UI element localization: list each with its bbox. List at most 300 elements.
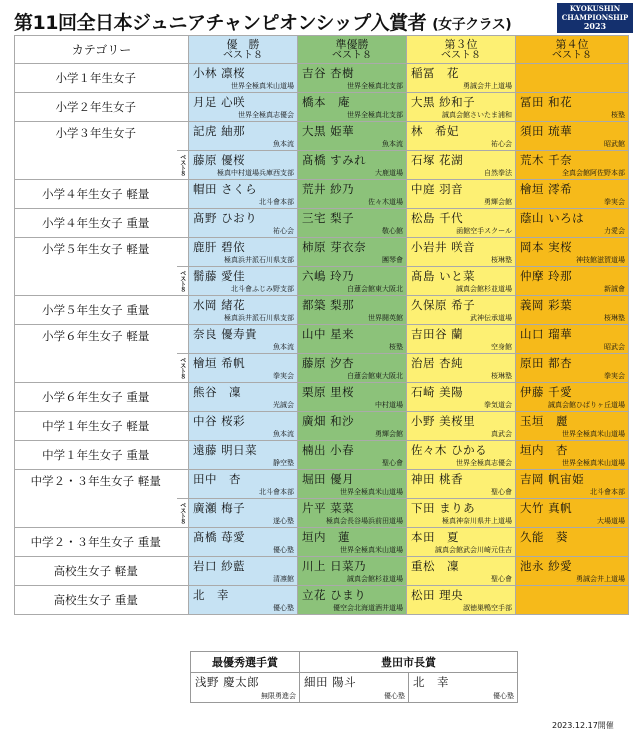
dojo-name: 中村道場 [375, 401, 403, 409]
dojo-name: 世界全極真北支部 [347, 82, 403, 90]
dojo-name: 北斗會本部 [259, 198, 294, 206]
cell-third-place [407, 586, 516, 615]
cell-champion [189, 383, 298, 412]
dojo-name: 拳実会 [604, 198, 625, 206]
header-row [15, 36, 629, 64]
athlete-name: 石崎 美陽 [411, 385, 464, 399]
dojo-name: 極真浜井派石川県支部 [224, 256, 294, 264]
header-fourth-place-label: 第４位 [555, 37, 589, 51]
category-label: 中学１年生女子 重量 [15, 441, 177, 470]
cell-fourth-place [516, 499, 629, 528]
category-label: 中学１年生女子 軽量 [15, 412, 177, 441]
header-runner-up-label: 準優勝 [335, 37, 369, 51]
side-spacer [177, 296, 189, 325]
cell-champion [189, 412, 298, 441]
dojo-name: 無限勇進会 [261, 692, 296, 700]
athlete-name: 小野 美桜里 [411, 414, 476, 428]
athlete-name: 北 幸 [193, 588, 229, 602]
category-label: 小学４年生女子 軽量 [15, 180, 177, 209]
cell-fourth-place [516, 412, 629, 441]
dojo-name: 拳気道会 [484, 401, 512, 409]
dojo-name: 魚本流 [273, 343, 294, 351]
dojo-name: 拳実会 [604, 372, 625, 380]
header-runner-up-best8: ベスト８ [332, 49, 372, 61]
dojo-name: 白蓮会館東大阪北 [347, 372, 403, 380]
cell-runner-up [298, 151, 407, 180]
result-row [15, 412, 629, 441]
athlete-name: 大黒 姫華 [302, 124, 355, 138]
athlete-name: 吉田谷 蘭 [411, 327, 464, 341]
athlete-name: 大竹 真帆 [520, 501, 573, 515]
athlete-name: 大黒 紗和子 [411, 95, 476, 109]
dojo-name: 北斗會本部 [590, 488, 625, 496]
result-row [15, 238, 629, 267]
header-champion-label: 優 勝 [226, 37, 260, 51]
athlete-name: 藤原 汐杏 [302, 356, 355, 370]
dojo-name: 全真会館阿佐野本部 [562, 169, 625, 177]
cell-fourth-place [516, 64, 629, 93]
cell-fourth-place [516, 441, 629, 470]
athlete-name: 月足 心咲 [193, 95, 246, 109]
result-row [15, 383, 629, 412]
logo-line1: KYOKUSHIN [569, 4, 621, 13]
side-spacer [177, 528, 189, 557]
cell-fourth-place [516, 93, 629, 122]
cell-third-place [407, 441, 516, 470]
result-row [15, 296, 629, 325]
athlete-name: 原田 都杏 [520, 356, 573, 370]
results-table [14, 35, 629, 615]
dojo-name: 祐心会 [491, 140, 512, 148]
dojo-name: 大鹿道場 [375, 169, 403, 177]
athlete-name: 久能 葵 [520, 530, 568, 544]
dojo-name: 誠真会館杉並道場 [347, 575, 403, 583]
cell-champion [189, 354, 298, 383]
athlete-name: 檜垣 澪希 [520, 182, 573, 196]
cell-champion [189, 296, 298, 325]
dojo-name: 魚本流 [382, 140, 403, 148]
best8-tag [177, 267, 189, 296]
dojo-name: 空身館 [491, 343, 512, 351]
dojo-name: 函館空手スクール [456, 227, 512, 235]
cell-third-place [407, 412, 516, 441]
header-third-place-best8: ベスト８ [441, 49, 481, 61]
category-label: 高校生女子 重量 [15, 586, 177, 615]
cell-runner-up [298, 383, 407, 412]
cell-runner-up [298, 267, 407, 296]
athlete-name: 久保原 希子 [411, 298, 476, 312]
athlete-name: 佐々木 ひかる [411, 443, 488, 457]
athlete-name: 義岡 彩葉 [520, 298, 573, 312]
athlete-name: 細田 陽斗 [304, 675, 357, 689]
category-label: 高校生女子 軽量 [15, 557, 177, 586]
dojo-name: 世界全極真志優会 [238, 111, 294, 119]
dojo-name: 誠真会館ひばりヶ丘道場 [548, 401, 625, 409]
side-spacer [177, 412, 189, 441]
athlete-name: 冨田 和花 [520, 95, 573, 109]
title-text: 第11回全日本ジュニアチャンピオンシップ入賞者 [14, 12, 427, 34]
cell-champion [189, 499, 298, 528]
cell-champion [189, 93, 298, 122]
dojo-name: 桜琳塾 [604, 314, 625, 322]
athlete-name: 六嶋 玲乃 [302, 269, 355, 283]
cell-runner-up [298, 209, 407, 238]
cell-fourth-place [516, 528, 629, 557]
athlete-name: 山口 瑠華 [520, 327, 573, 341]
dojo-name: 力愛会 [604, 227, 625, 235]
category-header: カテゴリー [15, 36, 189, 64]
cell-fourth-place [516, 325, 629, 354]
dojo-name: 桜塾 [389, 343, 403, 351]
dojo-name: 白蓮会館東大阪北 [347, 285, 403, 293]
side-spacer [177, 238, 189, 267]
athlete-name: 三宅 梨子 [302, 211, 355, 225]
cell-fourth-place [516, 296, 629, 325]
dojo-name: 拳実会 [273, 372, 294, 380]
dojo-name: 敬心館 [382, 227, 403, 235]
athlete-name: 片平 菜菜 [302, 501, 355, 515]
cell-third-place [407, 209, 516, 238]
athlete-name: 鬋藤 愛佳 [193, 269, 246, 283]
side-spacer [177, 557, 189, 586]
best8-tag [177, 354, 189, 383]
cell-third-place [407, 528, 516, 557]
category-label: 小学１年生女子 [15, 64, 177, 93]
athlete-name: 稲冨 花 [411, 66, 459, 80]
award-mayor-entry [300, 673, 409, 703]
cell-champion [189, 64, 298, 93]
dojo-name: 極真中村道場兵庫西支部 [217, 169, 294, 177]
dojo-name: 桜琳塾 [491, 256, 512, 264]
side-spacer [177, 180, 189, 209]
dojo-name: 世界闘英館 [368, 314, 403, 322]
result-row [15, 470, 629, 499]
best8-label: ベスト８ [178, 154, 186, 176]
best8-label: ベスト８ [178, 357, 186, 379]
dojo-name: 世界全極真米山道場 [562, 430, 625, 438]
cell-runner-up [298, 470, 407, 499]
cell-champion [189, 325, 298, 354]
category-label: 中学２・３年生女子 重量 [15, 528, 177, 557]
side-spacer [177, 586, 189, 615]
athlete-name: 治居 杏純 [411, 356, 464, 370]
cell-champion [189, 441, 298, 470]
cell-runner-up [298, 325, 407, 354]
header-third-place [407, 36, 516, 64]
result-row [15, 557, 629, 586]
header-fourth-place [516, 36, 629, 64]
athlete-name: 廣畑 和沙 [302, 414, 355, 428]
athlete-name: 栗原 里桜 [302, 385, 355, 399]
result-row [15, 64, 629, 93]
event-date: 2023.12.17開催 [552, 721, 614, 730]
athlete-name: 中庭 羽音 [411, 182, 464, 196]
dojo-name: 佐々木道場 [368, 198, 403, 206]
athlete-name: 垣内 蓮 [302, 530, 350, 544]
category-label: 小学５年生女子 重量 [15, 296, 177, 325]
athlete-name: 遠藤 明日菜 [193, 443, 258, 457]
dojo-name: 優心塾 [493, 692, 514, 700]
cell-runner-up [298, 64, 407, 93]
category-label: 小学５年生女子 軽量 [15, 238, 177, 296]
cell-fourth-place [516, 209, 629, 238]
athlete-name: 立花 ひまり [302, 588, 367, 602]
header-runner-up [298, 36, 407, 64]
award-mayor-header: 豊田市長賞 [300, 652, 518, 673]
category-label: 小学６年生女子 重量 [15, 383, 177, 412]
dojo-name: 武神伝承道場 [470, 314, 512, 322]
athlete-name: 柿原 芽衣奈 [302, 240, 367, 254]
cell-champion [189, 209, 298, 238]
cell-champion [189, 238, 298, 267]
athlete-name: 池永 紗愛 [520, 559, 573, 573]
cell-third-place [407, 93, 516, 122]
side-spacer [177, 64, 189, 93]
dojo-name: 魚本流 [273, 140, 294, 148]
athlete-name: 吉岡 帆宙姫 [520, 472, 585, 486]
athlete-name: 奈良 優寿貴 [193, 327, 258, 341]
header-champion [189, 36, 298, 64]
athlete-name: 須田 琉華 [520, 124, 573, 138]
athlete-name: 水岡 緒花 [193, 298, 246, 312]
athlete-name: 橋本 庵 [302, 95, 350, 109]
athlete-name: 北 幸 [413, 675, 449, 689]
cell-third-place [407, 296, 516, 325]
cell-fourth-place [516, 122, 629, 151]
logo-year: 2023 [583, 21, 607, 31]
cell-fourth-place [516, 238, 629, 267]
dojo-name: 桜琳塾 [491, 372, 512, 380]
result-row [15, 180, 629, 209]
athlete-name: 記虎 紬那 [193, 124, 246, 138]
athlete-name: 松島 千代 [411, 211, 464, 225]
dojo-name: 清凛館 [273, 575, 294, 583]
cell-fourth-place [516, 557, 629, 586]
athlete-name: 楠出 小春 [302, 443, 355, 457]
result-row [15, 441, 629, 470]
side-spacer [177, 383, 189, 412]
result-row [15, 528, 629, 557]
dojo-name: 祐心会 [273, 227, 294, 235]
dojo-name: 勇輝会館 [375, 430, 403, 438]
athlete-name: 垣内 杏 [520, 443, 568, 457]
cell-fourth-place [516, 354, 629, 383]
athlete-name: 蔭山 いろは [520, 211, 585, 225]
result-row [15, 586, 629, 615]
cell-third-place [407, 180, 516, 209]
category-label: 小学２年生女子 [15, 93, 177, 122]
page-title [14, 8, 511, 35]
athlete-name: 髙島 いと菜 [411, 269, 476, 283]
dojo-name: 極真会長谷場浜前田道場 [326, 517, 403, 525]
side-spacer [177, 325, 189, 354]
dojo-name: 昭武会 [604, 343, 625, 351]
cell-runner-up [298, 412, 407, 441]
category-label: 中学２・３年生女子 軽量 [15, 470, 177, 528]
cell-champion [189, 470, 298, 499]
dojo-name: 優空会北海道酒井道場 [333, 604, 403, 612]
side-spacer [177, 209, 189, 238]
cell-runner-up [298, 441, 407, 470]
athlete-name: 鹿肝 碧依 [193, 240, 246, 254]
athlete-name: 本田 夏 [411, 530, 459, 544]
side-spacer [177, 93, 189, 122]
dojo-name: 世界全極真北支部 [347, 111, 403, 119]
athlete-name: 帽田 さくら [193, 182, 258, 196]
athlete-name: 中谷 桜彩 [193, 414, 246, 428]
dojo-name: 誠真会館杉並道場 [456, 285, 512, 293]
dojo-name: 極真浜井派石川県支部 [224, 314, 294, 322]
dojo-name: 世界全極真米山道場 [231, 82, 294, 90]
dojo-name: 静空塾 [273, 459, 294, 467]
cell-runner-up [298, 586, 407, 615]
side-spacer [177, 470, 189, 499]
award-mvp-entry [191, 673, 300, 703]
athlete-name: 都築 梨那 [302, 298, 355, 312]
athlete-name: 玉垣 麗 [520, 414, 568, 428]
cell-fourth-place [516, 267, 629, 296]
dojo-name: 優心塾 [384, 692, 405, 700]
dojo-name: 魚本流 [273, 430, 294, 438]
award-mvp-header: 最優秀選手賞 [191, 652, 300, 673]
dojo-name: 淑徳巣鴨空手部 [463, 604, 512, 612]
cell-fourth-place [516, 586, 629, 615]
dojo-name: 遂心塾 [273, 517, 294, 525]
athlete-name: 岡本 実桜 [520, 240, 573, 254]
cell-runner-up [298, 499, 407, 528]
cell-third-place [407, 151, 516, 180]
athlete-name: 松田 理央 [411, 588, 464, 602]
header-third-place-label: 第３位 [444, 37, 478, 51]
cell-runner-up [298, 238, 407, 267]
cell-fourth-place [516, 151, 629, 180]
cell-runner-up [298, 557, 407, 586]
athlete-name: 山中 星来 [302, 327, 355, 341]
dojo-name: 北斗會ふじみ野支部 [231, 285, 294, 293]
subtitle-text: (女子クラス) [432, 17, 512, 33]
athlete-name: 田中 杏 [193, 472, 241, 486]
cell-champion [189, 180, 298, 209]
cell-third-place [407, 557, 516, 586]
dojo-name: 優心塾 [273, 604, 294, 612]
athlete-name: 吉谷 杏樹 [302, 66, 355, 80]
cell-third-place [407, 267, 516, 296]
result-row [15, 93, 629, 122]
athlete-name: 仲摩 玲那 [520, 269, 573, 283]
dojo-name: 勇誠会井上道場 [463, 82, 512, 90]
dojo-name: 神技館滋賀道場 [576, 256, 625, 264]
championship-logo [557, 3, 633, 33]
cell-runner-up [298, 122, 407, 151]
athlete-name: 浅野 慶太郎 [195, 675, 260, 689]
athlete-name: 熊谷 凜 [193, 385, 241, 399]
athlete-name: 重松 凜 [411, 559, 459, 573]
athlete-name: 岩口 紗藍 [193, 559, 246, 573]
dojo-name: 聖心會 [491, 575, 512, 583]
best8-label: ベスト８ [178, 270, 186, 292]
logo-line2: CHAMPIONSHIP [561, 13, 629, 22]
dojo-name: 誠真会館武会川崎元住吉 [435, 546, 512, 554]
dojo-name: 極真神奈川県井上道場 [442, 517, 512, 525]
dojo-name: 優心塾 [273, 546, 294, 554]
cell-champion [189, 151, 298, 180]
cell-champion [189, 122, 298, 151]
athlete-name: 川上 日菜乃 [302, 559, 367, 573]
athlete-name: 伊藤 千愛 [520, 385, 573, 399]
cell-third-place [407, 354, 516, 383]
best8-label: ベスト８ [178, 502, 186, 524]
athlete-name: 檜垣 希帆 [193, 356, 246, 370]
dojo-name: 昭武館 [604, 140, 625, 148]
cell-champion [189, 267, 298, 296]
category-label: 小学６年生女子 軽量 [15, 325, 177, 383]
dojo-name: 勇誠会井上道場 [576, 575, 625, 583]
cell-champion [189, 528, 298, 557]
category-label: 小学４年生女子 重量 [15, 209, 177, 238]
dojo-name: 世界全極真米山道場 [340, 546, 403, 554]
cell-third-place [407, 499, 516, 528]
athlete-name: 小林 凛桜 [193, 66, 246, 80]
athlete-name: 石塚 花湖 [411, 153, 464, 167]
cell-fourth-place [516, 180, 629, 209]
athlete-name: 髙橋 苺愛 [193, 530, 246, 544]
dojo-name: 光誠会 [273, 401, 294, 409]
athlete-name: 髙橋 すみれ [302, 153, 367, 167]
dojo-name: 勇輝会館 [484, 198, 512, 206]
category-label: 小学３年生女子 [15, 122, 177, 180]
athlete-name: 林 希妃 [411, 124, 459, 138]
cell-runner-up [298, 180, 407, 209]
cell-third-place [407, 122, 516, 151]
cell-champion [189, 586, 298, 615]
athlete-name: 荒井 紗乃 [302, 182, 355, 196]
best8-tag [177, 499, 189, 528]
cell-fourth-place [516, 470, 629, 499]
cell-champion [189, 557, 298, 586]
dojo-name: 大場道場 [597, 517, 625, 525]
dojo-name: 自然拳法 [484, 169, 512, 177]
cell-runner-up [298, 93, 407, 122]
header-champion-best8: ベスト８ [223, 49, 263, 61]
athlete-name: 神田 桃香 [411, 472, 464, 486]
dojo-name: 世界全極真米山道場 [340, 488, 403, 496]
cell-runner-up [298, 528, 407, 557]
dojo-name: 誠真会館さいたま浦和 [442, 111, 512, 119]
cell-third-place [407, 64, 516, 93]
cell-third-place [407, 325, 516, 354]
best8-tag [177, 151, 189, 180]
dojo-name: 世界全極真米山道場 [562, 459, 625, 467]
awards-table [190, 651, 518, 703]
dojo-name: 桜塾 [611, 111, 625, 119]
cell-runner-up [298, 354, 407, 383]
athlete-name: 堀田 優月 [302, 472, 355, 486]
header-fourth-place-best8: ベスト８ [552, 49, 592, 61]
cell-third-place [407, 383, 516, 412]
athlete-name: 荒木 千奈 [520, 153, 573, 167]
dojo-name: 新誠會 [604, 285, 625, 293]
dojo-name: 團琴會 [382, 256, 403, 264]
result-row [15, 122, 629, 151]
award-mayor-entry [409, 673, 518, 703]
athlete-name: 廣瀬 梅子 [193, 501, 246, 515]
dojo-name: 世界全極真志優会 [456, 459, 512, 467]
cell-third-place [407, 238, 516, 267]
athlete-name: 髙野 ひおり [193, 211, 258, 225]
cell-fourth-place [516, 383, 629, 412]
dojo-name: 北斗會本部 [259, 488, 294, 496]
athlete-name: 藤原 優桜 [193, 153, 246, 167]
